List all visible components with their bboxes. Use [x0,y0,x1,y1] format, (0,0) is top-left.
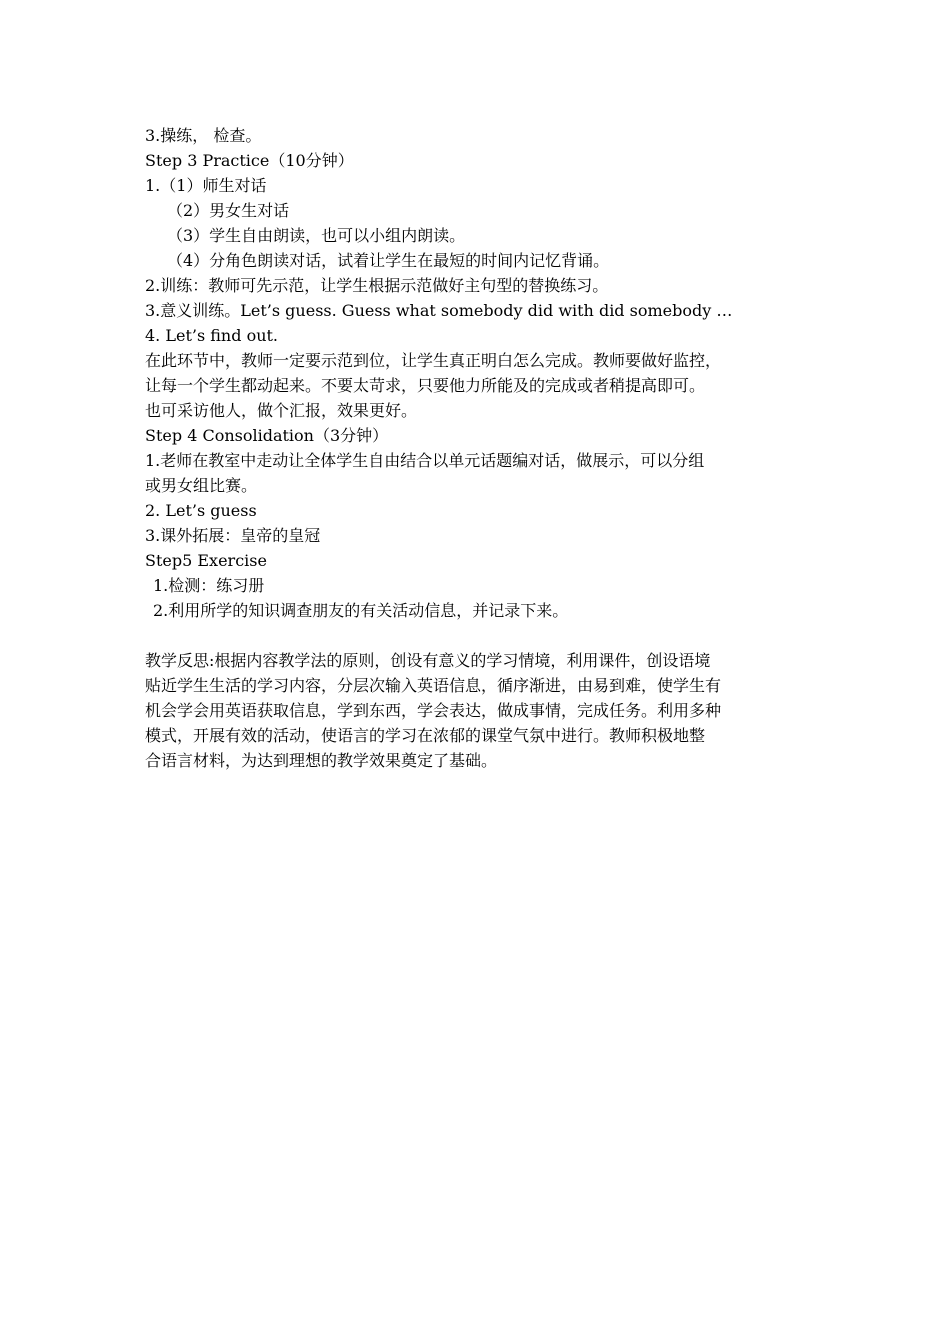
text-line: 1.检测：练习册 [153,576,265,595]
text-line: （2）男女生对话 [167,201,290,220]
paragraph-gap [145,623,825,648]
section-heading: Step 3 Practice（10分钟） [145,151,354,170]
reflection-line: 模式，开展有效的活动，使语言的学习在浓郁的课堂气氛中进行。教师积极地整 [145,726,706,745]
reflection-line: 贴近学生生活的学习内容，分层次输入英语信息，循序渐进，由易到难，使学生有 [145,676,722,695]
reflection-line: 教学反思:根据内容教学法的原则，创设有意义的学习情境，利用课件，创设语境 [145,651,711,670]
text-line: 2.利用所学的知识调查朋友的有关活动信息，并记录下来。 [153,601,569,620]
document-body [145,123,825,773]
text-line: 2. Let’s guess [145,501,257,520]
text-line: 1.老师在教室中走动让全体学生自由结合以单元话题编对话，做展示，可以分组 [145,451,705,470]
text-line: 或男女组比赛。 [145,476,258,495]
reflection-line: 合语言材料，为达到理想的教学效果奠定了基础。 [145,751,498,770]
text-line: （3）学生自由朗读，也可以小组内朗读。 [167,226,466,245]
text-line: 3.意义训练。Let’s guess. Guess what somebody did with did somebody … [145,301,733,320]
text-line: 在此环节中，教师一定要示范到位，让学生真正明白怎么完成。教师要做好监控， [145,351,722,370]
text-line: 3.课外拓展：皇帝的皇冠 [145,526,321,545]
text-line: 4. Let’s find out. [145,326,279,345]
text-line: 也可采访他人，做个汇报，效果更好。 [145,401,418,420]
section-heading: Step5 Exercise [145,551,267,570]
text-line: 2.训练：教师可先示范，让学生根据示范做好主句型的替换练习。 [145,276,609,295]
text-line: 让每一个学生都动起来。不要太苛求，只要他力所能及的完成或者稍提高即可。 [145,376,706,395]
section-heading: Step 4 Consolidation（3分钟） [145,426,389,445]
text-line: 1.（1）师生对话 [145,176,267,195]
text-line: 3.操练， 检查。 [145,126,262,145]
text-line: （4）分角色朗读对话，试着让学生在最短的时间内记忆背诵。 [167,251,610,270]
reflection-line: 机会学会用英语获取信息，学到东西，学会表达，做成事情，完成任务。利用多种 [145,701,722,720]
